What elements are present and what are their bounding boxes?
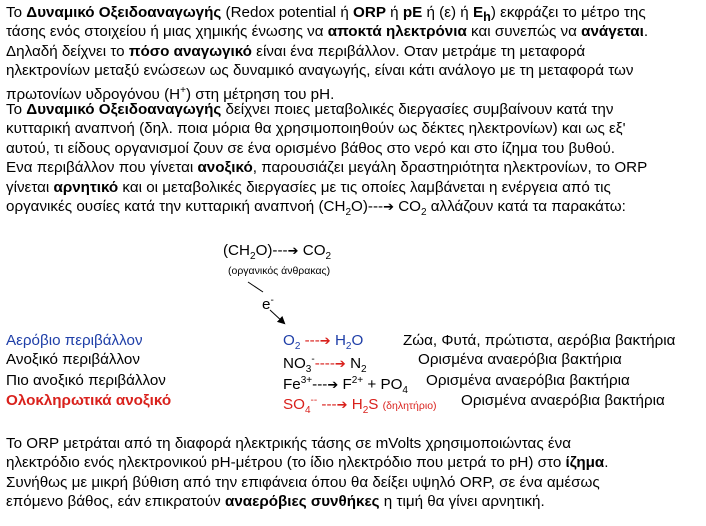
text: και οι μεταβολικές διεργασίες με τις οποίες λαμβάνεται η ενέργεια από τις <box>118 178 611 196</box>
term-redox-potential: Δυναμικό Οξειδοαναγωγής <box>26 101 222 118</box>
term-reduced: ανάγεται <box>581 23 644 41</box>
superscript: + <box>180 84 186 96</box>
term-gains-electrons: αποκτά ηλεκτρόνια <box>327 23 467 41</box>
text: Το <box>6 4 27 21</box>
text: Fe <box>283 376 301 394</box>
organic-carbon-label: (οργανικός άνθρακας) <box>228 265 331 277</box>
text: τάσης ενός στοιχείου ή μιας χημικής ένωσης να <box>6 23 328 41</box>
text: ) στη μέτρηση του pH. <box>185 85 335 103</box>
text-line: αυτού, τι είδους οργανισμοί ζουν σε ένα ορισμένο βάθος στο νερό και στο ίζημα του βυθού. <box>6 139 615 157</box>
text: η τιμή θα γίνει αρνητική. <box>379 493 545 511</box>
text: ή <box>385 4 403 21</box>
text: + PO <box>363 376 403 394</box>
text-line <box>6 492 702 511</box>
subscript: h <box>483 10 491 25</box>
arrow-icon: ➔ <box>334 357 346 373</box>
term-orp: ORP <box>353 4 386 21</box>
organisms-aerobic: Ζώα, Φυτά, πρώτιστα, αερόβια βακτήρια <box>403 332 676 349</box>
text-line: Συνήθως με μικρή βύθιση από την επιφάνεια όπου θα δείξει υψηλό ORP, σε ένα αμέσως <box>6 473 600 491</box>
text: O)--- <box>255 242 288 259</box>
paragraph-orp-measurement <box>6 434 702 512</box>
term-anoxic: ανοξικό <box>197 159 253 177</box>
text: , παρουσιάζει μεγάλη δραστηριότητα ηλεκτρονίων, το ORP <box>252 159 648 177</box>
term-anaerobic-conditions: αναερόβιες συνθήκες <box>225 493 380 511</box>
term-redox-potential: Δυναμικό Οξειδοαναγωγής <box>26 4 222 21</box>
text: και συνεπώς να <box>466 23 582 41</box>
arrow-icon: ➔ <box>383 199 394 215</box>
subscript: 2 <box>250 251 256 263</box>
subscript: 2 <box>361 364 367 376</box>
text: NO <box>283 355 306 373</box>
text: H <box>334 332 346 349</box>
subscript: 2 <box>420 206 427 218</box>
text: CO <box>398 197 421 215</box>
connector-line <box>248 282 263 292</box>
subscript: 2 <box>325 251 332 263</box>
row-label-anoxic: Ανοξικό περιβάλλον <box>6 351 140 368</box>
electron-label <box>262 291 274 314</box>
text: οργανικές ουσίες κατά την κυτταρική αναπνοή (CH <box>6 197 346 215</box>
superscript: - <box>270 295 274 306</box>
superscript: 2+ <box>351 375 364 386</box>
poison-note: (δηλητήριο) <box>382 400 437 413</box>
text: --- <box>312 376 328 394</box>
term-negative: αρνητικό <box>53 178 119 196</box>
text: γίνεται <box>6 178 54 196</box>
organisms-more-anoxic: Ορισμένα αναερόβια βακτήρια <box>426 372 630 389</box>
reaction-fully-anoxic <box>283 391 437 421</box>
text: S <box>368 396 379 414</box>
subscript: 2 <box>345 341 352 353</box>
text-line: κυτταρική αναπνοή (δηλ. ποια μόρια θα χρησιμοποιηθούν ως δέκτες ηλεκτρονίων) και ως εξ' <box>6 120 626 138</box>
subscript: 2 <box>362 405 369 417</box>
row-label-aerobic: Αερόβιο περιβάλλον <box>6 332 143 349</box>
arrow-icon: ➔ <box>327 378 339 394</box>
text: CO <box>302 242 326 259</box>
text: . <box>643 23 649 41</box>
row-label-more-anoxic: Πιο ανοξικό περιβάλλον <box>6 372 166 389</box>
text: e <box>262 296 271 314</box>
superscript: 3+ <box>300 375 313 386</box>
text: --- <box>317 396 337 414</box>
text: (Redox potential ή <box>221 4 354 21</box>
term-how-reducing: πόσο αναγωγικό <box>128 42 252 60</box>
organisms-anoxic: Ορισμένα αναερόβια βακτήρια <box>418 351 622 368</box>
arrow-icon: ➔ <box>319 334 331 349</box>
text: αλλάζουν κατά τα παρακάτω: <box>426 197 626 215</box>
text: Το <box>6 101 27 118</box>
text: H <box>351 396 363 414</box>
superscript: -- <box>310 395 318 406</box>
text: (CH <box>223 242 250 259</box>
text: O <box>351 332 364 349</box>
text: ) εκφράζει το μέτρο της <box>490 4 646 21</box>
term-sediment: ίζημα <box>565 454 605 472</box>
subscript: 2 <box>345 206 352 218</box>
text: O <box>283 332 295 349</box>
term-pe: pE <box>402 4 423 21</box>
subscript: 4 <box>402 385 408 397</box>
text: ηλεκτρόδιο ενός ηλεκτρονικού pH-μέτρου (το ίδιο ηλεκτρόδιο που μετρά το pH) στο <box>6 454 566 472</box>
text: . <box>604 454 609 472</box>
text-line <box>6 453 702 472</box>
organisms-fully-anoxic: Ορισμένα αναερόβια βακτήρια <box>461 392 665 409</box>
text: ---- <box>314 355 335 373</box>
arrow-icon: ➔ <box>336 398 348 414</box>
text: SO <box>283 396 305 414</box>
arrow-icon: ➔ <box>287 244 299 259</box>
text: δείχνει ποιες μεταβολικές διεργασίες συμβαίνουν κατά την <box>221 101 614 118</box>
text: O)--- <box>351 197 384 215</box>
row-label-fully-anoxic: Ολοκληρωτικά ανοξικό <box>6 392 172 409</box>
text: ή (ε) ή <box>422 4 473 21</box>
text-line: Το ORP μετράται από τη διαφορά ηλεκτρικής τάσης σε mVolts χρησιμοποιώντας ένα <box>6 435 572 452</box>
text: Δηλαδή δείχνει το <box>6 42 129 60</box>
text: E <box>472 4 484 21</box>
superscript: - <box>311 354 315 365</box>
text: F <box>342 376 352 394</box>
subscript: 2 <box>294 341 301 353</box>
subscript: 3 <box>305 364 312 376</box>
text: επόμενο βάθος, εάν επικρατούν <box>6 493 225 511</box>
text-line: ηλεκτρονίων μεταξύ ενώσεων ως δυναμικό αναγωγής, είναι κάτι ανάλογο με τη μεταφορά των <box>6 62 634 80</box>
text: Ενα περιβάλλον που γίνεται <box>6 159 198 177</box>
text: είναι ένα περιβάλλον. Οταν μετράμε τη μεταφορά <box>251 42 586 60</box>
text: N <box>350 355 362 373</box>
subscript: 4 <box>304 405 311 417</box>
text: --- <box>300 332 320 349</box>
text: πρωτονίων υδρογόνου (H <box>6 85 181 103</box>
